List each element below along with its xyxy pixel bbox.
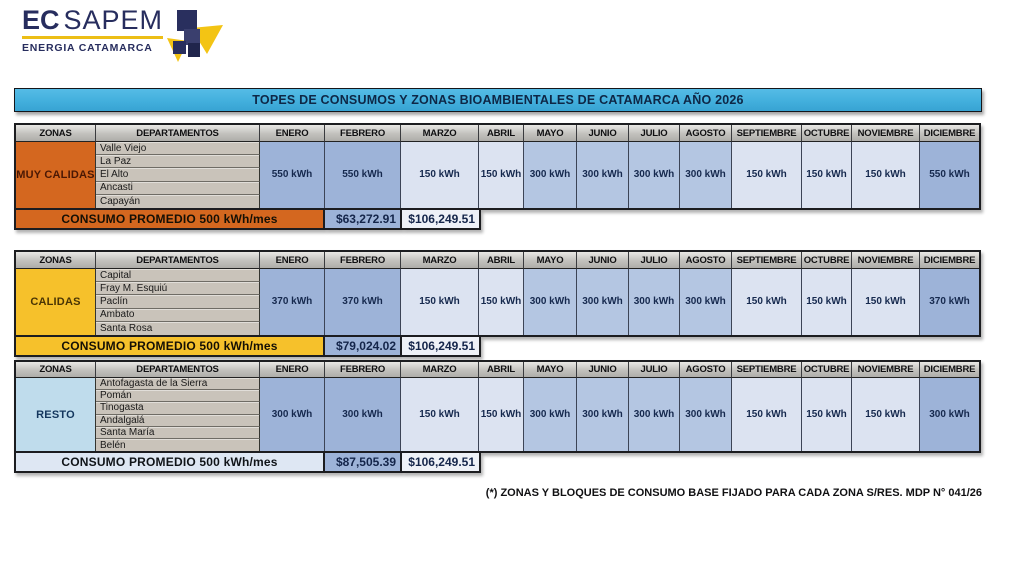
brand-sapem: SAPEM	[63, 5, 164, 35]
brand-name	[22, 6, 163, 34]
department-cell: Ancasti	[96, 182, 260, 195]
zone-name-cell: MUY CALIDAS	[16, 142, 96, 208]
department-cell: Tinogasta	[96, 402, 260, 414]
cap-value-cell: 150 kWh	[401, 142, 479, 208]
month-header: JULIO	[629, 125, 680, 142]
logo-subtitle: ENERGIA CATAMARCA	[22, 42, 153, 54]
cap-value-cell: 300 kWh	[680, 378, 732, 451]
cap-value-cell: 300 kWh	[325, 378, 401, 451]
footer-amount: $106,249.51	[402, 210, 481, 230]
zone-table-calidas	[14, 250, 981, 357]
cap-value-cell: 300 kWh	[629, 269, 680, 335]
month-header: NOVIEMBRE	[852, 362, 920, 378]
column-header-zonas: ZONAS	[16, 125, 96, 142]
month-header: AGOSTO	[680, 252, 732, 269]
department-cell: Santa Rosa	[96, 322, 260, 335]
month-header: FEBRERO	[325, 125, 401, 142]
cap-value-cell: 300 kWh	[260, 378, 325, 451]
column-header-zonas: ZONAS	[16, 252, 96, 269]
month-header: ABRIL	[479, 125, 524, 142]
month-header: MAYO	[524, 125, 577, 142]
company-logo	[22, 6, 223, 68]
month-header: JUNIO	[577, 125, 629, 142]
cap-value-cell: 150 kWh	[401, 269, 479, 335]
cap-value-cell: 550 kWh	[260, 142, 325, 208]
logo-underline	[22, 36, 163, 39]
footer-amount: $106,249.51	[402, 453, 481, 473]
cap-value-cell: 150 kWh	[852, 378, 920, 451]
column-header-departamentos: DEPARTAMENTOS	[96, 125, 260, 142]
cap-value-cell: 150 kWh	[802, 269, 852, 335]
month-header: ENERO	[260, 362, 325, 378]
cap-value-cell: 300 kWh	[524, 378, 577, 451]
column-header-departamentos: DEPARTAMENTOS	[96, 362, 260, 378]
month-header: FEBRERO	[325, 362, 401, 378]
footer-amount: $87,505.39	[325, 453, 402, 473]
month-header: SEPTIEMBRE	[732, 252, 802, 269]
cap-value-cell: 150 kWh	[732, 378, 802, 451]
department-cell: Santa María	[96, 427, 260, 439]
cap-value-cell: 300 kWh	[920, 378, 979, 451]
cap-value-cell: 300 kWh	[524, 269, 577, 335]
month-header: MAYO	[524, 362, 577, 378]
month-header: NOVIEMBRE	[852, 252, 920, 269]
cap-value-cell: 300 kWh	[577, 142, 629, 208]
month-header: MARZO	[401, 125, 479, 142]
month-header: OCTUBRE	[802, 125, 852, 142]
month-header: JUNIO	[577, 362, 629, 378]
month-header: FEBRERO	[325, 252, 401, 269]
month-header: MARZO	[401, 362, 479, 378]
department-cell: Belén	[96, 439, 260, 451]
column-header-departamentos: DEPARTAMENTOS	[96, 252, 260, 269]
month-header: AGOSTO	[680, 125, 732, 142]
department-cell: La Paz	[96, 155, 260, 168]
month-header: NOVIEMBRE	[852, 125, 920, 142]
logo-text	[22, 6, 163, 54]
cap-value-cell: 150 kWh	[802, 142, 852, 208]
department-cell: Antofagasta de la Sierra	[96, 378, 260, 390]
month-header: OCTUBRE	[802, 252, 852, 269]
footer-average-label: CONSUMO PROMEDIO 500 kWh/mes	[14, 337, 325, 357]
department-cell: Andalgalá	[96, 415, 260, 427]
cap-value-cell: 150 kWh	[479, 269, 524, 335]
month-header: OCTUBRE	[802, 362, 852, 378]
footer-average-label: CONSUMO PROMEDIO 500 kWh/mes	[14, 453, 325, 473]
cap-value-cell: 300 kWh	[680, 269, 732, 335]
month-header: AGOSTO	[680, 362, 732, 378]
cap-value-cell: 550 kWh	[920, 142, 979, 208]
cap-value-cell: 300 kWh	[680, 142, 732, 208]
month-header: DICIEMBRE	[920, 125, 979, 142]
month-header: ENERO	[260, 252, 325, 269]
cap-value-cell: 370 kWh	[260, 269, 325, 335]
month-header: MARZO	[401, 252, 479, 269]
cap-value-cell: 150 kWh	[401, 378, 479, 451]
cap-value-cell: 150 kWh	[852, 269, 920, 335]
column-header-zonas: ZONAS	[16, 362, 96, 378]
cap-value-cell: 150 kWh	[479, 378, 524, 451]
department-cell: Paclín	[96, 295, 260, 308]
department-cell: Ambato	[96, 309, 260, 322]
footer-average-label: CONSUMO PROMEDIO 500 kWh/mes	[14, 210, 325, 230]
zone-table-resto	[14, 360, 981, 473]
cap-value-cell: 150 kWh	[852, 142, 920, 208]
department-cell: Pomán	[96, 390, 260, 402]
month-header: ABRIL	[479, 252, 524, 269]
month-header: JULIO	[629, 362, 680, 378]
zone-name-cell: RESTO	[16, 378, 96, 451]
footer-amount: $79,024.02	[325, 337, 402, 357]
cap-value-cell: 150 kWh	[732, 269, 802, 335]
cap-value-cell: 300 kWh	[577, 269, 629, 335]
regulation-note: (*) ZONAS Y BLOQUES DE CONSUMO BASE FIJADO PARA CADA ZONA S/RES. MDP N° 041/26	[485, 487, 982, 499]
brand-ec: EC	[22, 5, 60, 35]
month-header: ENERO	[260, 125, 325, 142]
department-cell: Capital	[96, 269, 260, 282]
cap-value-cell: 150 kWh	[732, 142, 802, 208]
cap-value-cell: 150 kWh	[802, 378, 852, 451]
zone-name-cell: CALIDAS	[16, 269, 96, 335]
month-header: DICIEMBRE	[920, 252, 979, 269]
department-cell: Valle Viejo	[96, 142, 260, 155]
month-header: ABRIL	[479, 362, 524, 378]
cap-value-cell: 150 kWh	[479, 142, 524, 208]
month-header: JULIO	[629, 252, 680, 269]
cap-value-cell: 370 kWh	[920, 269, 979, 335]
department-cell: El Alto	[96, 168, 260, 181]
cap-value-cell: 300 kWh	[629, 142, 680, 208]
cap-value-cell: 300 kWh	[524, 142, 577, 208]
month-header: MAYO	[524, 252, 577, 269]
footer-amount: $106,249.51	[402, 337, 481, 357]
cap-value-cell: 300 kWh	[577, 378, 629, 451]
cap-value-cell: 300 kWh	[629, 378, 680, 451]
cap-value-cell: 370 kWh	[325, 269, 401, 335]
month-header: SEPTIEMBRE	[732, 125, 802, 142]
footer-amount: $63,272.91	[325, 210, 402, 230]
cap-value-cell: 550 kWh	[325, 142, 401, 208]
month-header: DICIEMBRE	[920, 362, 979, 378]
department-cell: Capayán	[96, 195, 260, 208]
lightning-logo-icon	[165, 8, 223, 68]
page-title: TOPES DE CONSUMOS Y ZONAS BIOAMBIENTALES DE CATAMARCA AÑO 2026	[14, 88, 982, 112]
department-cell: Fray M. Esquiú	[96, 282, 260, 295]
month-header: JUNIO	[577, 252, 629, 269]
month-header: SEPTIEMBRE	[732, 362, 802, 378]
zone-table-muy-calidas	[14, 123, 981, 230]
